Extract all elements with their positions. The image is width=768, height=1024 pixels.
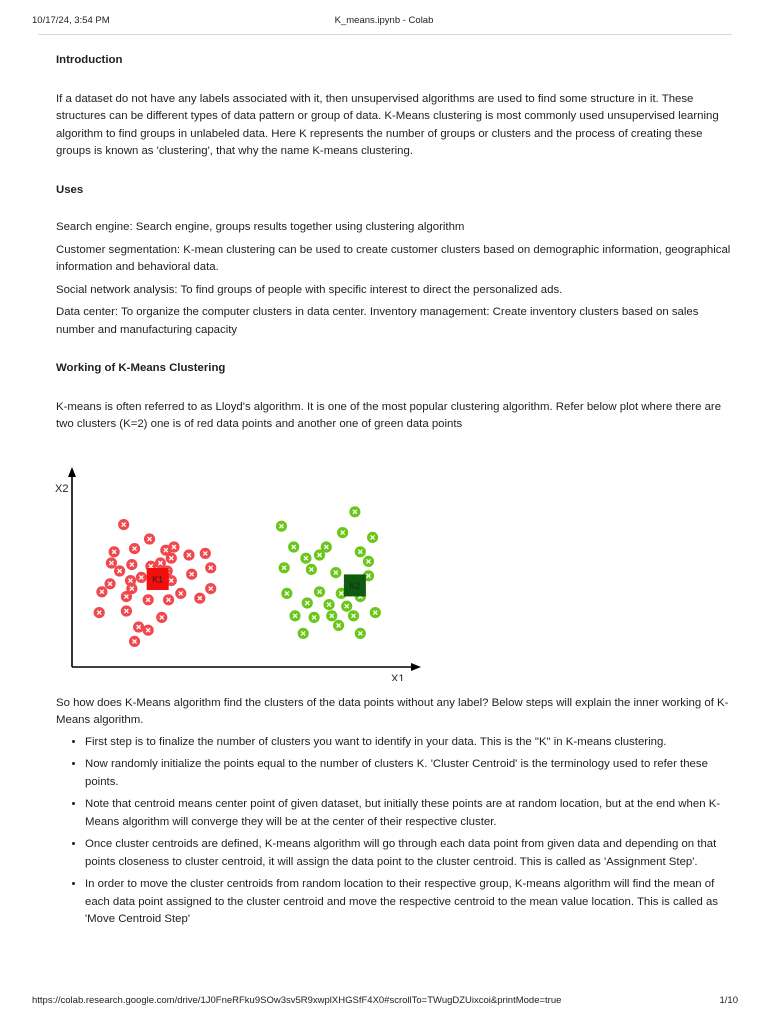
print-datetime: 10/17/24, 3:54 PM — [32, 15, 110, 26]
centroid-k2 — [344, 574, 366, 596]
green-data-point — [289, 610, 300, 621]
steps-intro-paragraph: So how does K-Means algorithm find the clusters of the data points without any label? Below steps will explain the inner working of K-Means algorithm. — [56, 696, 729, 726]
green-data-point — [337, 527, 348, 538]
centroid-label: K1 — [152, 574, 164, 584]
red-data-point — [194, 592, 205, 603]
step-item: • Now randomly initialize the points equal to the number of clusters K. 'Cluster Centroid' is the terminology used to refer these points. — [85, 756, 732, 791]
green-data-point — [330, 567, 341, 578]
red-data-point — [205, 562, 216, 573]
centroid-k1 — [147, 568, 169, 590]
green-data-point — [323, 599, 334, 610]
red-data-point — [114, 565, 125, 576]
notebook-content — [56, 52, 732, 929]
step-item: • Note that centroid means center point of given dataset, but initially these points are at random location, but at the end when K-Means algorithm will converge they will be at the center of their respective cluster. — [85, 796, 732, 831]
green-data-point — [349, 506, 360, 517]
red-data-point — [163, 594, 174, 605]
introduction-paragraph: If a dataset do not have any labels associated with it, then unsupervised algorithms are used to find some structure in it. These structures can be different types of data pattern or group of data. K-Means clustering is most commonly used unsupervised learning algorithm to find groups in unlabeled data. Here K represents the number of groups or clusters and the process of creating these groups is known as 'clustering', that why the name K-means clustering. — [56, 92, 719, 157]
red-data-point — [175, 587, 186, 598]
red-data-point — [133, 621, 144, 632]
green-data-point — [308, 611, 319, 622]
red-data-point — [126, 559, 137, 570]
step-item: • First step is to finalize the number of clusters you want to identify in your data. This is the "K" in K-means clustering. — [85, 734, 732, 752]
red-data-point — [205, 583, 216, 594]
green-data-point — [314, 549, 325, 560]
use-item: Search engine: Search engine, groups results together using clustering algorithm — [56, 221, 465, 233]
red-data-point — [96, 586, 107, 597]
red-data-point — [129, 543, 140, 554]
y-axis-arrow — [68, 467, 76, 477]
red-data-point — [168, 541, 179, 552]
green-data-point — [348, 610, 359, 621]
green-data-point — [300, 552, 311, 563]
use-item: Customer segmentation: K-mean clustering can be used to create customer clusters based on demographic information, geographical information and behavioral data. — [56, 243, 731, 273]
x-axis-label: X1 — [391, 672, 405, 681]
green-data-point — [326, 610, 337, 621]
green-data-point — [363, 555, 374, 566]
red-data-point — [186, 568, 197, 579]
red-data-point — [144, 533, 155, 544]
working-paragraph: K-means is often referred to as Lloyd's algorithm. It is one of the most popular clustering algorithm. Refer below plot where there are two clusters (K=2) one is of red data points and another one of green data points — [56, 400, 722, 430]
kmeans-scatter-plot — [55, 461, 425, 681]
green-data-point — [341, 600, 352, 611]
print-footer — [32, 995, 738, 1009]
y-axis-label: X2 — [55, 482, 69, 495]
working-heading: Working of K-Means Clustering — [56, 362, 226, 374]
print-url: https://colab.research.google.com/drive/1J0FneRFku9SOw3sv5R9xwplXHGSfF4X0#scrollTo=TWugDZUixcoi&printMode=true — [32, 995, 562, 1006]
green-data-point — [367, 531, 378, 542]
x-axis-arrow — [411, 663, 421, 671]
red-data-point — [104, 578, 115, 589]
use-item: Data center: To organize the computer clusters in data center. Inventory management: Create inventory clusters based on sales number and manufacturing capacity — [56, 306, 699, 336]
data-points — [94, 506, 381, 647]
use-item: Social network analysis: To find groups of people with specific interest to direct the personalized ads. — [56, 283, 563, 296]
centroid-label: K2 — [349, 580, 361, 591]
red-data-point — [200, 547, 211, 558]
red-data-point — [183, 549, 194, 560]
green-data-point — [302, 597, 313, 608]
red-data-point — [156, 611, 167, 622]
step-item: • In order to move the cluster centroids from random location to their respective group, K-means algorithm will find the mean of each data point assigned to the cluster centroid and move the respective centroid to the mean value location. This is called as 'Move Centroid Step' — [85, 876, 732, 929]
print-page-title: K_means.ipynb - Colab — [334, 15, 434, 26]
red-data-point — [166, 552, 177, 563]
green-data-point — [306, 563, 317, 574]
green-data-point — [279, 562, 290, 573]
red-data-point — [121, 605, 132, 616]
print-header — [32, 15, 736, 31]
red-data-point — [118, 519, 129, 530]
header-divider — [38, 34, 732, 35]
step-item: • Once cluster centroids are defined, K-means algorithm will go through each data point from given data and depending on that points closeness to cluster centroid, it will assign the data point to the cluster centroid. This is called as 'Assignment Step'. — [85, 836, 732, 871]
red-data-point — [143, 594, 154, 605]
red-data-point — [121, 591, 132, 602]
introduction-heading: Introduction — [56, 54, 123, 66]
uses-heading: Uses — [56, 183, 84, 196]
steps-list — [56, 734, 732, 929]
red-data-point — [136, 571, 147, 582]
green-data-point — [333, 619, 344, 630]
red-data-point — [106, 557, 117, 568]
red-data-point — [143, 624, 154, 635]
green-data-point — [314, 586, 325, 597]
green-data-point — [370, 607, 381, 618]
green-data-point — [355, 546, 366, 557]
green-data-point — [355, 627, 366, 638]
red-data-point — [109, 546, 120, 557]
green-data-point — [276, 520, 287, 531]
page-number: 1/10 — [719, 995, 738, 1006]
green-data-point — [298, 627, 309, 638]
red-data-point — [94, 607, 105, 618]
green-data-point — [281, 587, 292, 598]
green-data-point — [288, 541, 299, 552]
red-data-point — [129, 635, 140, 646]
